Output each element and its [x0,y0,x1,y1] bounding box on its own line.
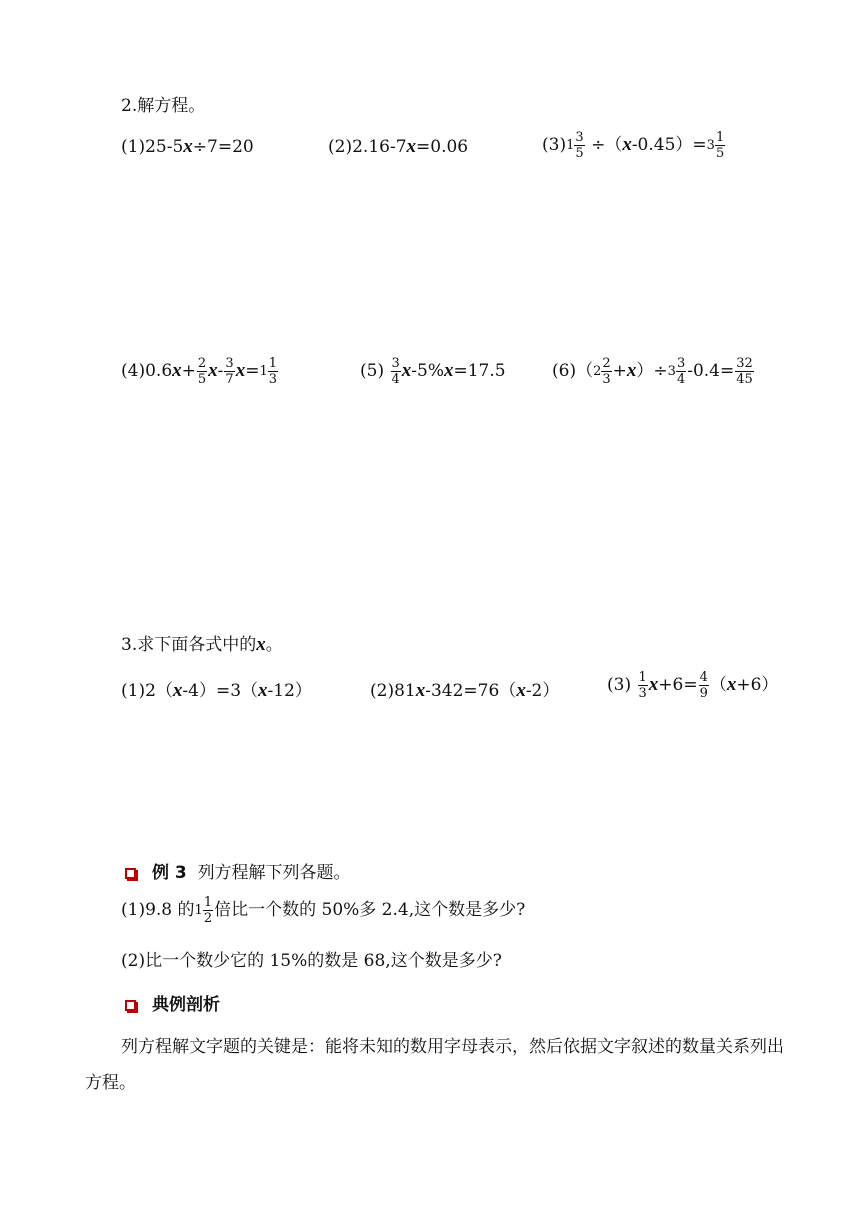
example-3-heading: 例 3 列方程解下列各题。 [125,861,351,885]
equation-2-4: (4)0.6x+ $\frac{2}{5}$ x- $\frac{3}{7}$ x= 1 $\frac{1}{3}$ [121,356,278,387]
section-2-title: 2.解方程。 [121,96,206,116]
equation-3-3: (3) $\frac{1}{3}$ x+6= $\frac{4}{9}$ （x+6） [607,670,779,701]
red-square-icon [125,1000,136,1011]
equation-3-2: (2)81x-342=76（x-2） [370,680,560,701]
section-3-title: 3.求下面各式中的x。 [121,634,283,655]
example-3-question-2: (2)比一个数少它的 15%的数是 68,这个数是多少? [121,951,502,971]
equation-3-1: (1)2（x-4）=3（x-12） [121,680,312,701]
red-square-icon [125,868,136,879]
equation-2-2: (2)2.16-7x=0.06 [328,136,469,157]
example-3-question-1: (1)9.8 的 1 $\frac{1}{2}$ 倍比一个数的 50%多 2.4,这个数是多少? [121,895,526,926]
equation-2-3: (3) 1 $\frac{3}{5}$ ÷（x-0.45）= 3 $\frac{1}{5}$ [542,130,725,161]
equation-2-6: (6)（ 2 $\frac{2}{3}$ +x）÷ 3 $\frac{3}{4}$ -0.4= $\frac{32}{45}$ [552,356,753,387]
analysis-paragraph: 列方程解文字题的关键是：能将未知的数用字母表示，然后依据文字叙述的数量关系列出方程。 [85,1037,784,1093]
analysis-heading: 典例剖析 [125,993,220,1017]
equation-2-5: (5) $\frac{3}{4}$ x-5%x=17.5 [360,356,506,387]
equation-2-1: (1)25-5x÷7=20 [121,136,254,157]
